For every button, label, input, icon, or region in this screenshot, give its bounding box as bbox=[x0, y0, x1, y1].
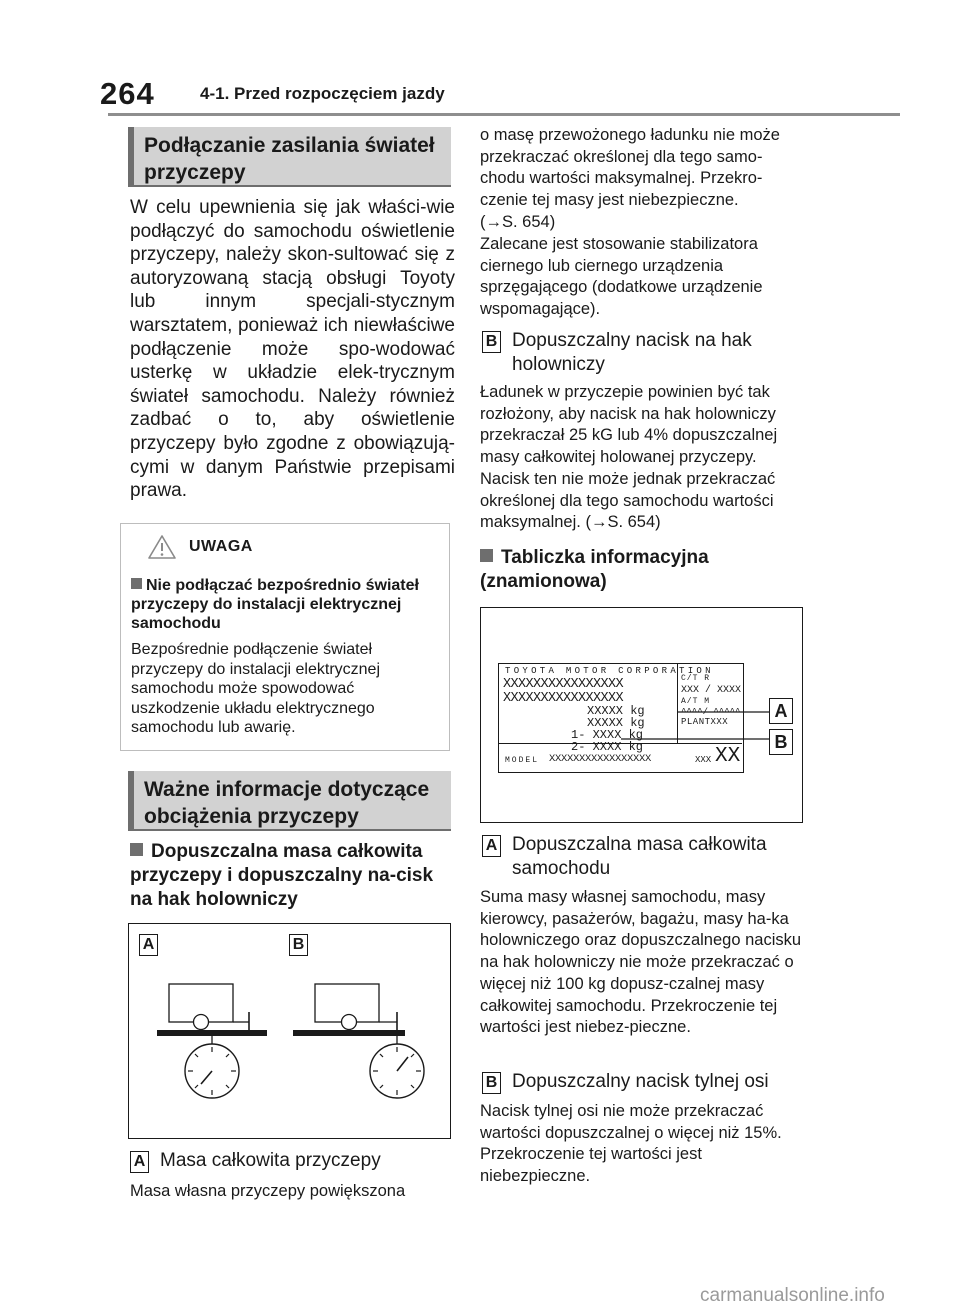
section-heading-trailer-load: Ważne informacje dotyczące obciążenia przyczepy bbox=[128, 771, 451, 831]
plate-ctr-value: XXX / XXXX bbox=[681, 685, 742, 696]
plate-xxx: XXX bbox=[695, 755, 712, 765]
bullet-square-icon bbox=[131, 578, 142, 589]
watermark: carmanualsonline.info bbox=[700, 1285, 885, 1306]
plate-model-value: XXXXXXXXXXXXXXXXX bbox=[549, 753, 652, 765]
def-b-text: Ładunek w przyczepie powinien być tak rozłożony, aby nacisk na hak holowniczy przekraczał 25 kG lub 4% dopuszczalnej masy całkowitej holowanej przyczepy. Nacisk ten nie może jednak przekraczać określonej dla tego samochodu wartości maksymalnej. (→S. 654) bbox=[480, 383, 778, 532]
scale-drawing bbox=[129, 924, 450, 1138]
plate-atm-label: A/T M bbox=[681, 697, 711, 706]
plate-code: ^^^^/ ^^^^^ bbox=[681, 707, 741, 717]
def-b-title: Dopuszczalny nacisk na hak holowniczy bbox=[512, 330, 752, 375]
plate-line-2: XXXXXXXXXXXXXXXX bbox=[503, 691, 624, 706]
info-plate-figure bbox=[480, 607, 803, 823]
warning-title: Nie podłączać bezpośrednio świateł przyczepy do instalacji elektrycznej samochodu bbox=[131, 577, 419, 632]
plate-weight-1: XXXXX kg bbox=[587, 704, 645, 718]
def-b2-title: Dopuszczalny nacisk tylnej osi bbox=[512, 1071, 769, 1092]
figure-label-b: B bbox=[289, 934, 308, 956]
plate-corp: TOYOTA MOTOR CORPORATION bbox=[505, 666, 714, 676]
plate-weight-3: 1- XXXX kg bbox=[571, 728, 644, 742]
continued-text: o masę przewożonego ładunku nie może przekraczać określonej dla tego samo-chodu wartości maksymalnej. Przekro-czenie tej masy jest niebezpieczne. bbox=[480, 126, 780, 210]
bullet-square-icon bbox=[480, 549, 493, 562]
section-heading-trailer-lights: Podłączanie zasilania świateł przyczepy bbox=[128, 127, 451, 187]
def-b-badge: B bbox=[482, 331, 501, 353]
def-b2-badge: B bbox=[482, 1072, 501, 1094]
header-rule bbox=[108, 113, 900, 116]
warning-triangle-icon bbox=[147, 534, 177, 565]
plate-weight-4: 2- XXXX kg bbox=[571, 740, 644, 754]
warning-box bbox=[120, 523, 450, 751]
warning-text: Bezpośrednie podłączenie świateł przyczepy do instalacji elektrycznej samochodu może spowodować uszkodzenie układu elektrycznego samochodu lub awarię. bbox=[131, 641, 380, 736]
stabilizer-text: Zalecane jest stosowanie stabilizatora ciernego lub ciernego urządzenia sprzęgającego (dodatkowe urządzenie wspomagające). bbox=[480, 235, 763, 319]
page-number: 264 bbox=[100, 76, 155, 111]
plate-line-1: XXXXXXXXXXXXXXXX bbox=[503, 677, 624, 692]
def-a-text: Masa własna przyczepy powiększona bbox=[130, 1182, 406, 1200]
chapter-title: 4-1. Przed rozpoczęciem jazdy bbox=[200, 84, 445, 103]
plate-plant: PLANTXXX bbox=[681, 717, 729, 727]
def-a2-title: Dopuszczalna masa całkowita samochodu bbox=[512, 834, 767, 879]
plate-callout-lines bbox=[481, 608, 802, 822]
plate-callout-a: A bbox=[769, 698, 793, 724]
plate-model-label: MODEL bbox=[505, 756, 540, 765]
def-a-title: Masa całkowita przyczepy bbox=[160, 1150, 381, 1171]
trailer-lights-paragraph: W celu upewnienia się jak właści-wie podłączyć do samochodu oświetlenie przyczepy, należy skon-sultować się z autoryzowaną stacją obsługi Toyoty lub innym specjali-stycznym warsztatem, ponieważ ich niewłaściwe podłączenie może spo-wodować usterkę w układzie elek-trycznym świateł samochodu. Należy również zadbać o to, aby oświetlenie przyczepy było zgodne z obowiązują-cymi w danym Państwie przepisami prawa. bbox=[130, 197, 455, 502]
trailer-weight-figure bbox=[128, 923, 451, 1139]
def-a2-badge: A bbox=[482, 835, 501, 857]
plate-xx: XX bbox=[715, 745, 741, 768]
plate-ctr-label: C/T R bbox=[681, 674, 711, 683]
bullet-square-icon bbox=[130, 843, 143, 856]
def-b2-text: Nacisk tylnej osi nie może przekraczać wartości dopuszczalnej o więcej niż 15%. Przekroczenie tej wartości jest niebezpieczne. bbox=[480, 1102, 782, 1186]
plate-weight-2: XXXXX kg bbox=[587, 716, 645, 730]
figure-label-a: A bbox=[139, 934, 158, 956]
item-heading-plate: Tabliczka informacyjna (znamionowa) bbox=[480, 547, 709, 592]
plate-callout-b: B bbox=[769, 729, 793, 755]
def-a2-text: Suma masy własnej samochodu, masy kierowcy, pasażerów, bagażu, masy ha-ka holowniczego oraz dopuszczalnego nacisku na hak holowniczy nie może przekraczać o więcej niż 100 kg dopusz-czalnej masy całkowitej samochodu. Przekroczenie tej wartości jest niebez-pieczne. bbox=[480, 888, 802, 1037]
reference-1: (→S. 654) bbox=[480, 213, 556, 231]
def-a-badge: A bbox=[130, 1151, 149, 1173]
warning-label: UWAGA bbox=[189, 538, 253, 555]
item-heading-trailer-mass: Dopuszczalna masa całkowita przyczepy i dopuszczalny na-cisk na hak holowniczy bbox=[130, 841, 434, 910]
